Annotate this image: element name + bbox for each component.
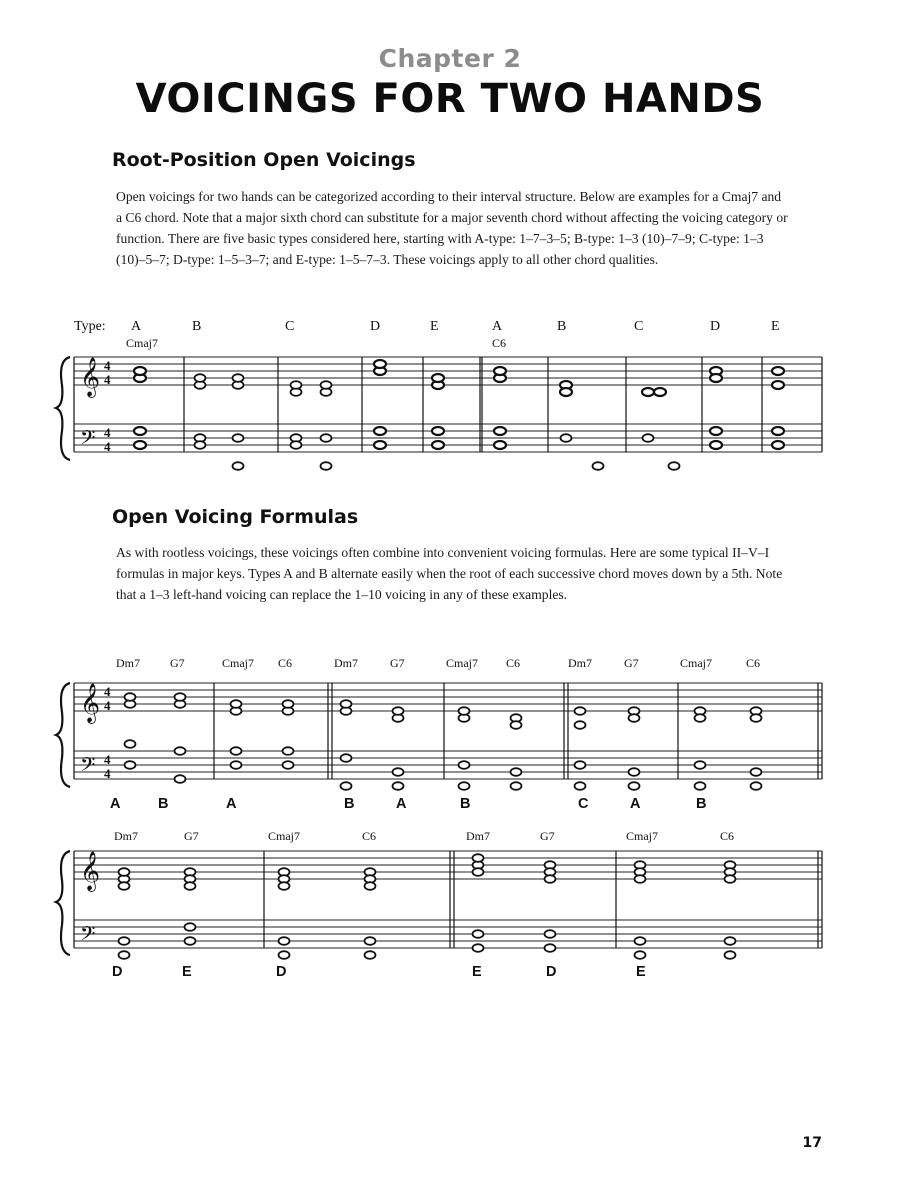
time-signature-bottom: 4 (104, 439, 111, 454)
chord-symbol: Dm7 (568, 656, 592, 670)
chord-symbol: Dm7 (466, 829, 490, 843)
grand-staff-brace (56, 357, 70, 460)
type-label: B (344, 796, 355, 812)
chord-symbol: Cmaj7 (222, 656, 254, 670)
chord-symbol: G7 (624, 656, 639, 670)
time-signature-top: 4 (104, 684, 111, 699)
chord-symbol: G7 (540, 829, 555, 843)
treble-clef-icon: 𝄞 (80, 683, 101, 723)
chord-symbol: Cmaj7 (680, 656, 712, 670)
type-label: D (112, 964, 123, 980)
type-label-e: E (771, 319, 780, 334)
chord-symbol: G7 (184, 829, 199, 843)
chord-symbol: C6 (506, 656, 521, 670)
section-body-root-position: Open voicings for two hands can be categorized according to their interval structure. Below are examples for a Cmaj7 and a C6 chord. Note that a major sixth chord can substitute for a major seventh chord without affecting the voicing category or function. There are five basic types considered here, starting with A-type: 1–7–3–5; B-type: 1–3 (10)–7–9; C-type: 1–3 (10)–5–7; D-type: 1–5–3–7; and E-type: 1–5–7–3. These voicings apply to all other chord qualities. (116, 189, 788, 267)
type-label: A (226, 796, 237, 812)
chord-symbol: Cmaj7 (626, 829, 658, 843)
chord-symbol: Dm7 (114, 829, 138, 843)
time-signature-top: 4 (104, 425, 111, 440)
barlines (74, 851, 822, 948)
notes (125, 693, 762, 790)
time-signature-bottom: 4 (104, 766, 111, 781)
chord-symbol: Cmaj7 (446, 656, 478, 670)
time-signature-bottom: 4 (104, 698, 111, 713)
type-label-e: E (430, 319, 439, 334)
section-heading-open-voicing-formulas: Open Voicing Formulas (112, 506, 359, 528)
type-label-a: A (492, 319, 503, 334)
example-voicing-formulas-1 (0, 645, 900, 820)
type-label-b: B (192, 319, 202, 334)
type-label-c: C (285, 319, 295, 334)
type-label-d: D (370, 319, 381, 334)
chord-symbol: C6 (278, 656, 293, 670)
chord-symbol: C6 (362, 829, 377, 843)
chord-symbol: G7 (390, 656, 405, 670)
treble-clef-icon: 𝄞 (80, 851, 101, 891)
type-label: A (630, 796, 641, 812)
section-body-open-voicing-formulas: As with rootless voicings, these voicings often combine into convenient voicing formulas. Here are some typical II–V–I formulas in major keys. Types A and B alternate easily when the root of each successive chord moves down by a 5th. Note that a 1–3 left-hand voicing can replace the 1–10 voicing in any of these examples. (116, 545, 783, 602)
type-label: B (696, 796, 707, 812)
chord-symbol: Dm7 (116, 656, 140, 670)
type-label: Type: (74, 319, 106, 334)
chord-symbol: G7 (170, 656, 185, 670)
bass-clef-icon: 𝄢 (80, 753, 96, 781)
notes (134, 360, 784, 470)
treble-clef-icon: 𝄞 (80, 357, 101, 397)
chord-symbol: C6 (492, 336, 507, 350)
chord-symbol: Cmaj7 (126, 336, 158, 350)
chord-symbol: Cmaj7 (268, 829, 300, 843)
chapter-label: Chapter 2 (378, 44, 522, 73)
bass-clef-icon: 𝄢 (80, 922, 96, 950)
grand-staff-brace (56, 851, 70, 955)
grand-staff-brace (56, 683, 70, 787)
example-voicing-formulas-2 (0, 820, 900, 985)
time-signature-top: 4 (104, 752, 111, 767)
type-label-b: B (557, 319, 567, 334)
type-label: A (396, 796, 407, 812)
bass-clef-icon: 𝄢 (80, 426, 96, 454)
example-root-position-voicings (0, 300, 900, 490)
type-label: B (158, 796, 169, 812)
section-heading-root-position: Root-Position Open Voicings (112, 149, 416, 171)
time-signature-top: 4 (104, 358, 111, 373)
type-label-c: C (634, 319, 644, 334)
chord-symbol: C6 (720, 829, 735, 843)
notes (119, 854, 736, 959)
type-label-a: A (131, 319, 142, 334)
bass-staff (74, 424, 822, 452)
chord-symbol: Dm7 (334, 656, 358, 670)
page-number: 17 (802, 1135, 822, 1151)
type-label: C (578, 796, 589, 812)
type-label: A (110, 796, 121, 812)
type-label: B (460, 796, 471, 812)
type-label: D (276, 964, 287, 980)
type-label-d: D (710, 319, 721, 334)
type-label: E (472, 964, 482, 980)
type-label: E (182, 964, 192, 980)
type-label: E (636, 964, 646, 980)
chord-symbol: C6 (746, 656, 761, 670)
bass-staff (74, 751, 822, 779)
type-label: D (546, 964, 557, 980)
time-signature-bottom: 4 (104, 372, 111, 387)
chapter-title: VOICINGS FOR TWO HANDS (135, 76, 765, 122)
